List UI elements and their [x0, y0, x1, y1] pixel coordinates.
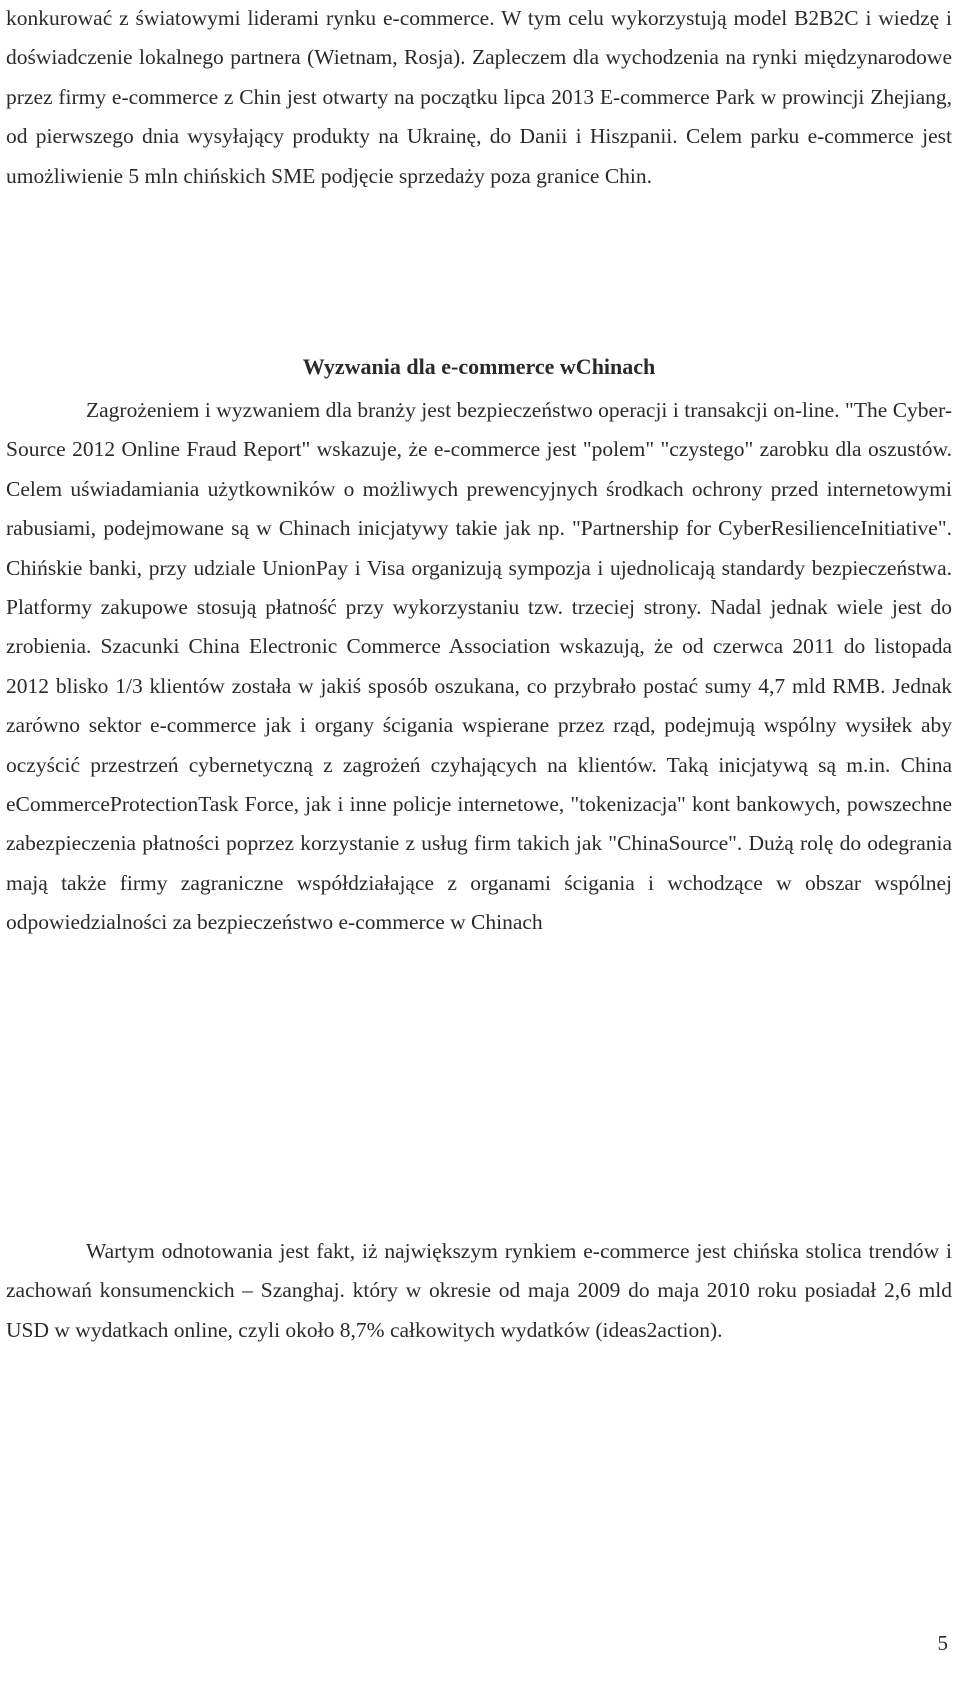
paragraph-shanghai-market: Wartym odnotowania jest fakt, iż największym rynkiem e-commerce jest chińska stolica trendów i zachowań konsumenckich – Szanghaj. który w okresie od maja 2009 do maja 2010 roku posiadał 2,6 mld USD w wydatkach online, czyli około 8,7% całkowitych wydatków (ideas2action). — [6, 1239, 952, 1342]
paragraph-security-challenges: Zagrożeniem i wyzwaniem dla branży jest bezpieczeństwo operacji i transakcji on-line. "The Cyber-Source 2012 Online Fraud Report" wskazuje, że e-commerce jest "polem" "czystego" zarobku dla oszustów. Celem uświadamiania użytkowników o możliwych prewencyjnych środkach ochrony przed internetowymi rabusiami, podejmowane są w Chinach inicjatywy takie jak np. "Partnership for CyberResilienceInitiative". Chińskie banki, przy udziale UnionPay i Visa organizują sympozja i ujednolicają standardy bezpieczeństwa. Platformy zakupowe stosują płatność przy wykorzystaniu tzw. trzeciej strony. Nadal jednak wiele jest do zrobienia. Szacunki China Electronic Commerce Association wskazują, że od czerwca 2011 do listopada 2012 blisko 1/3 klientów została w jakiś sposób oszukana, co przybrało postać sumy 4,7 mld RMB. Jednak zarówno sektor e-commerce jak i organy ścigania wspierane przez rząd, podejmują wspólny wysiłek aby oczyścić przestrzeń cybernetyczną z zagrożeń czyhających na klientów. Taką inicjatywą są m.in. China eCommerceProtectionTask Force, jak i inne policje internetowe, "tokenizacja" kont bankowych, powszechne zabezpieczenia płatności poprzez korzystanie z usług firm takich jak "ChinaSource". Dużą rolę do odegrania mają także firmy zagraniczne współdziałające z organami ścigania i wchodzące w obszar wspólnej odpowiedzialności za bezpieczeństwo e-commerce w Chinach — [6, 398, 952, 935]
page-number: 5 — [937, 1631, 948, 1655]
paragraph-ecommerce-park: konkurować z światowymi liderami rynku e-commerce. W tym celu wykorzystują model B2B2C i wiedzę i doświadczenie lokalnego partnera (Wietnam, Rosja). Zapleczem dla wychodzenia na rynki międzynarodowe przez firmy e-commerce z Chin jest otwarty na początku lipca 2013 E-commerce Park w prowincji Zhejiang, od pierwszego dnia wysyłający produkty na Ukrainę, do Danii i Hiszpanii. Celem parku e-commerce jest umożliwienie 5 mln chińskich SME podjęcie sprzedaży poza granice Chin. — [6, 6, 952, 188]
section-heading: Wyzwania dla e-commerce wChinach — [302, 354, 656, 379]
